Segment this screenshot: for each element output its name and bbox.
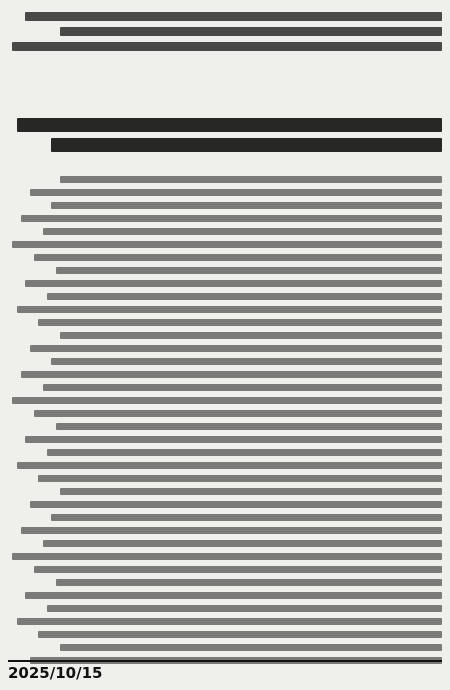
body-text-placeholder [30, 189, 442, 196]
body-text-placeholder [47, 293, 442, 300]
body-text-placeholder [21, 371, 442, 378]
body-text-placeholder [38, 631, 442, 638]
body-text-placeholder [21, 527, 442, 534]
body-text-placeholder [12, 397, 442, 404]
body-text-placeholder [25, 592, 442, 599]
masthead-text-placeholder [12, 42, 442, 51]
body-text-placeholder [17, 306, 442, 313]
body-text-placeholder [21, 215, 442, 222]
body-text-placeholder [30, 345, 442, 352]
masthead-text-placeholder [60, 27, 442, 36]
body-text-placeholder [47, 449, 442, 456]
publication-date: 2025/10/15 [8, 664, 103, 682]
footer [8, 660, 442, 684]
body-text-placeholder [56, 579, 442, 586]
body-text-placeholder [30, 501, 442, 508]
body-text-placeholder [43, 384, 442, 391]
body-text-placeholder [56, 267, 442, 274]
body-text-placeholder [25, 280, 442, 287]
body-text-placeholder [12, 553, 442, 560]
body-text-placeholder [34, 254, 442, 261]
notice-title-placeholder [51, 138, 442, 152]
body-text-placeholder [12, 241, 442, 248]
body-text-placeholder [17, 462, 442, 469]
body-text-placeholder [60, 332, 442, 339]
body-text-placeholder [25, 436, 442, 443]
body-text-placeholder [60, 644, 442, 651]
notice-title-placeholder [17, 118, 442, 132]
body-text-placeholder [43, 228, 442, 235]
body-text-placeholder [38, 319, 442, 326]
body-text-placeholder [51, 202, 442, 209]
body-text-placeholder [34, 410, 442, 417]
body-text-placeholder [34, 566, 442, 573]
body-text-placeholder [43, 540, 442, 547]
masthead [8, 12, 442, 112]
notice-heading [8, 118, 442, 170]
body-text-placeholder [60, 176, 442, 183]
body-text-placeholder [51, 358, 442, 365]
body-text-placeholder [60, 488, 442, 495]
body-text-placeholder [38, 475, 442, 482]
body-text-placeholder [17, 618, 442, 625]
body-text-placeholder [56, 423, 442, 430]
notice-body [8, 176, 442, 674]
body-text-placeholder [47, 605, 442, 612]
masthead-text-placeholder [25, 12, 442, 21]
body-text-placeholder [51, 514, 442, 521]
